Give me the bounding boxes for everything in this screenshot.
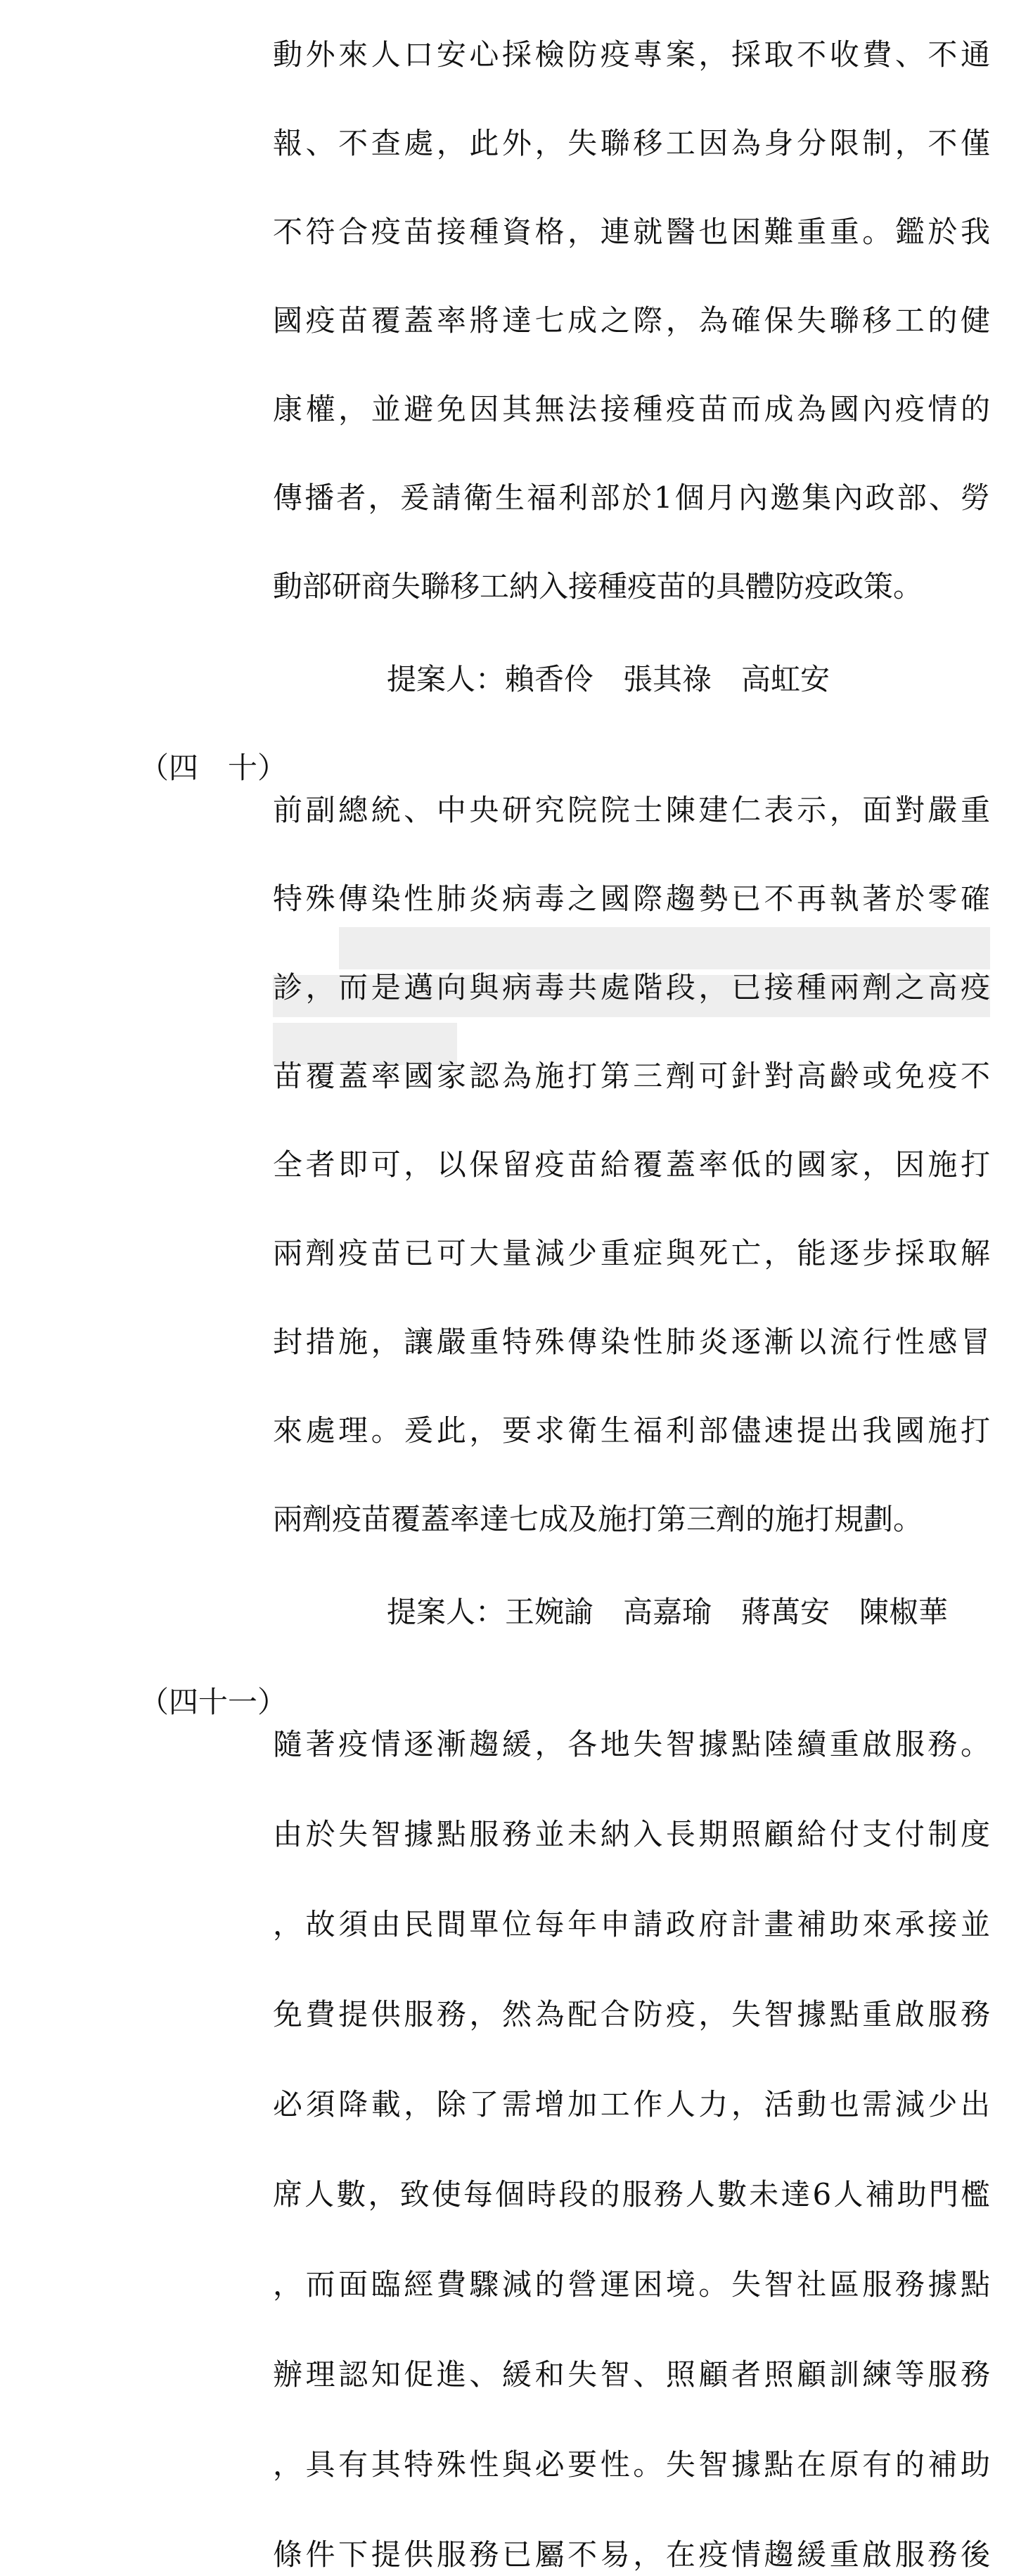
body-line: 前副總統、中央研究院院士陳建仁表示，面對嚴重	[273, 793, 990, 827]
body-line: 動外來人口安心採檢防疫專案，採取不收費、不通	[273, 37, 990, 72]
item-number: （四 十）	[139, 751, 288, 785]
body-line: 免費提供服務，然為配合防疫，失智據點重啟服務	[273, 1997, 990, 2032]
body-line: 特殊傳染性肺炎病毒之國際趨勢已不再執著於零確	[273, 881, 990, 916]
body-line: 傳播者，爰請衛生福利部於1個月內邀集內政部、勞	[273, 480, 990, 515]
body-line: 由於失智據點服務並未納入長期照顧給付支付制度	[273, 1817, 990, 1851]
body-line: 全者即可，以保留疫苗給覆蓋率低的國家，因施打	[273, 1147, 990, 1182]
proposers-line: 提案人：王婉諭 高嘉瑜 蔣萬安 陳椒華	[387, 1595, 949, 1629]
body-line: 國疫苗覆蓋率將達七成之際，為確保失聯移工的健	[273, 303, 990, 338]
item-number: （四十一）	[139, 1685, 288, 1719]
body-line: 席人數，致使每個時段的服務人數未達6人補助門檻	[273, 2177, 990, 2212]
body-line: 動部研商失聯移工納入接種疫苗的具體防疫政策。	[273, 569, 923, 604]
body-line: ，而面臨經費驟減的營運困境。失智社區服務據點	[273, 2267, 990, 2302]
body-line: 康權，並避免因其無法接種疫苗而成為國內疫情的	[273, 392, 990, 426]
body-line: ，故須由民間單位每年申請政府計畫補助來承接並	[273, 1907, 990, 1941]
body-line: 隨著疫情逐漸趨緩，各地失智據點陸續重啟服務。	[273, 1727, 990, 1761]
body-line: 診，而是邁向與病毒共處階段，已接種兩劑之高疫	[273, 970, 990, 1005]
body-line: 條件下提供服務已屬不易，在疫情趨緩重啟服務後	[273, 2537, 990, 2572]
body-line: 不符合疫苗接種資格，連就醫也困難重重。鑑於我	[273, 215, 990, 249]
body-line: 必須降載，除了需增加工作人力，活動也需減少出	[273, 2087, 990, 2122]
body-line: 兩劑疫苗覆蓋率達七成及施打第三劑的施打規劃。	[273, 1502, 923, 1536]
body-line: 報、不查處，此外，失聯移工因為身分限制，不僅	[273, 126, 990, 160]
body-line: 苗覆蓋率國家認為施打第三劑可針對高齡或免疫不	[273, 1059, 990, 1093]
text-highlight	[339, 927, 990, 969]
proposers-line: 提案人：賴香伶 張其祿 高虹安	[387, 662, 830, 696]
body-line: 兩劑疫苗已可大量減少重症與死亡，能逐步採取解	[273, 1236, 990, 1270]
body-line: 辦理認知促進、緩和失智、照顧者照顧訓練等服務	[273, 2357, 990, 2392]
body-line: 封措施，讓嚴重特殊傳染性肺炎逐漸以流行性感冒	[273, 1325, 990, 1359]
body-line: ，具有其特殊性與必要性。失智據點在原有的補助	[273, 2447, 990, 2482]
body-line: 來處理。爰此，要求衛生福利部儘速提出我國施打	[273, 1413, 990, 1448]
